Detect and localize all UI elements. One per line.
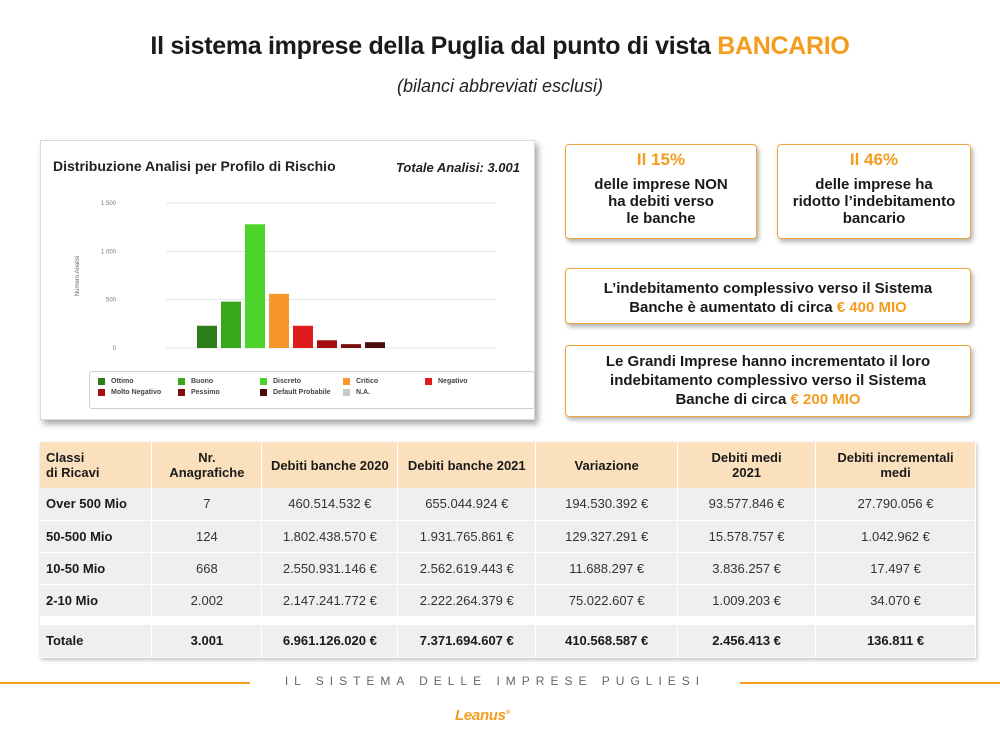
header-debiti-incrementali	[816, 442, 976, 488]
legend-label: Discreto	[273, 378, 302, 385]
legend-swatch	[343, 378, 350, 385]
table-row	[40, 520, 976, 552]
callout-2-line-3: bancario	[842, 210, 906, 227]
callout-2-line-1: delle imprese ha	[815, 176, 933, 193]
cell-nr: 124	[152, 520, 262, 552]
spacer-cell	[40, 616, 976, 624]
cell-var: 129.327.291 €	[536, 520, 678, 552]
legend-item	[260, 389, 331, 396]
cell-medi: 93.577.846 €	[678, 488, 816, 520]
callout-1-percent: Il 15%	[636, 150, 686, 169]
cell-incr: 17.497 €	[816, 552, 976, 584]
title-main: Il sistema imprese della Puglia dal punto di vista	[150, 32, 711, 60]
legend-item	[178, 389, 220, 396]
header-debiti-2021	[398, 442, 536, 488]
callout-1-line-1	[566, 176, 756, 193]
cell-d2020: 1.802.438.570 €	[262, 520, 398, 552]
table-spacer	[40, 616, 976, 624]
cell-nr: 2.002	[152, 584, 262, 616]
total-d2021: 7.371.694.607 €	[398, 624, 536, 657]
risk-chart-panel	[40, 140, 535, 420]
legend-item	[425, 378, 468, 385]
header-text: di Ricavi	[46, 465, 100, 480]
header-text: 2021	[732, 465, 762, 480]
table-total-row	[40, 624, 976, 657]
header-classi	[40, 442, 152, 488]
legend-item	[260, 378, 301, 385]
debt-table-wrapper	[40, 442, 976, 658]
header-text: Debiti medi	[711, 450, 782, 465]
bar-discreto	[245, 224, 265, 348]
header-text: Debiti incrementali	[837, 450, 954, 465]
callout-no-bank-debt	[565, 144, 757, 239]
legend-item	[98, 389, 161, 396]
callout-reduced-debt	[777, 144, 971, 239]
header-debiti-medi	[678, 442, 816, 488]
callout-2-percent: Il 46%	[849, 150, 899, 169]
chart-title: Distribuzione Analisi per Profilo di Rischio	[53, 158, 336, 174]
cell-label: 10-50 Mio	[40, 552, 152, 584]
callout-4-line-3	[566, 390, 970, 409]
footer-rule-right	[740, 682, 1000, 684]
callout-3-text: Banche è aumentato di circa	[629, 299, 837, 316]
callout-4-line-2: indebitamento complessivo verso il Sistema	[610, 372, 926, 389]
legend-swatch	[343, 389, 350, 396]
callout-4-text-d: incrementato	[790, 353, 886, 370]
callout-4-amount: € 200 MIO	[790, 391, 861, 408]
cell-label: 50-500 Mio	[40, 520, 152, 552]
cell-nr: 668	[152, 552, 262, 584]
header-text: Debiti banche 2021	[407, 457, 526, 473]
table-row	[40, 552, 976, 584]
cell-incr: 27.790.056 €	[816, 488, 976, 520]
header-text: Classi	[46, 450, 85, 465]
callout-large-firms	[565, 345, 971, 417]
legend-label: Critico	[356, 378, 379, 385]
callout-1-emphasis: NON	[694, 176, 728, 193]
y-tick-label: 1.500	[100, 201, 116, 207]
legend-item	[343, 378, 378, 385]
callout-1-text: delle imprese	[594, 176, 695, 193]
legend-swatch	[260, 378, 267, 385]
bar-ottimo	[197, 326, 217, 348]
cell-medi: 15.578.757 €	[678, 520, 816, 552]
chart-total-label: Totale Analisi: 3.001	[395, 160, 520, 175]
cell-medi: 3.836.257 €	[678, 552, 816, 584]
table-body	[40, 488, 976, 657]
callout-4-text-a: Le	[605, 353, 628, 370]
y-tick-label: 500	[105, 297, 116, 304]
callout-1-line-3: le banche	[626, 210, 696, 227]
callout-4-text-c: hanno	[737, 353, 791, 370]
total-medi: 2.456.413 €	[678, 624, 816, 657]
legend-swatch	[178, 378, 185, 385]
leanus-logo	[455, 707, 510, 724]
callout-total-debt-increase	[565, 268, 971, 324]
legend-label: N.A.	[356, 389, 370, 396]
callout-3-amount: € 400 MIO	[836, 299, 907, 316]
callout-4-line-1	[566, 352, 970, 371]
cell-var: 11.688.297 €	[536, 552, 678, 584]
cell-d2021: 1.931.765.861 €	[398, 520, 536, 552]
table-row	[40, 584, 976, 616]
cell-label: 2-10 Mio	[40, 584, 152, 616]
legend-label: Ottimo	[111, 378, 134, 385]
footer-rule-left	[0, 682, 250, 684]
bar-pessimo	[341, 344, 361, 348]
cell-incr: 1.042.962 €	[816, 520, 976, 552]
bar-default-probabile	[365, 342, 385, 348]
cell-var: 194.530.392 €	[536, 488, 678, 520]
header-debiti-2020	[262, 442, 398, 488]
bar-negativo	[293, 326, 313, 348]
header-text: medi	[880, 465, 911, 480]
bar-molto-negativo	[317, 340, 337, 348]
cell-medi: 1.009.203 €	[678, 584, 816, 616]
legend-label: Buono	[191, 378, 214, 385]
callout-4-text-e: il loro	[885, 353, 931, 370]
header-text: Variazione	[574, 457, 639, 473]
footer-text: IL SISTEMA DELLE IMPRESE PUGLIESI	[284, 674, 706, 688]
chart-legend	[89, 371, 535, 409]
header-anagrafiche	[152, 442, 262, 488]
cell-nr: 7	[152, 488, 262, 520]
cell-label: Over 500 Mio	[40, 488, 152, 520]
cell-d2020: 2.147.241.772 €	[262, 584, 398, 616]
total-nr: 3.001	[152, 624, 262, 657]
legend-label: Negativo	[438, 378, 468, 385]
legend-label: Molto Negativo	[111, 389, 162, 396]
cell-d2020: 2.550.931.146 €	[262, 552, 398, 584]
legend-swatch	[425, 378, 432, 385]
y-axis-label: Numero Analisi	[75, 255, 81, 297]
page-subtitle: (bilanci abbreviati esclusi)	[396, 76, 604, 96]
header-text: Debiti banche 2020	[270, 457, 389, 473]
title-accent: BANCARIO	[717, 32, 850, 60]
callout-1-line-2: ha debiti verso	[608, 193, 714, 210]
legend-swatch	[178, 389, 185, 396]
total-label: Totale	[40, 624, 152, 657]
legend-item	[98, 378, 134, 385]
cell-incr: 34.070 €	[816, 584, 976, 616]
callout-2-line-2: ridotto l’indebitamento	[792, 193, 956, 210]
page-title	[0, 32, 1000, 61]
table-row	[40, 488, 976, 520]
cell-d2020: 460.514.532 €	[262, 488, 398, 520]
table-header-row	[40, 442, 976, 488]
debt-table	[40, 442, 976, 658]
bar-buono	[221, 302, 241, 348]
legend-label: Default Probabile	[273, 389, 331, 396]
callout-3-line-2	[566, 298, 970, 317]
logo-text: Leanus	[455, 707, 506, 724]
y-tick-label: 1.000	[100, 249, 116, 256]
header-text: Anagrafiche	[169, 465, 245, 480]
cell-d2021: 2.222.264.379 €	[398, 584, 536, 616]
callout-4-text-b: Grandi Imprese	[627, 353, 738, 370]
total-incr: 136.811 €	[816, 624, 976, 657]
total-d2020: 6.961.126.020 €	[262, 624, 398, 657]
callout-3-line-1: L’indebitamento complessivo verso il Sistema	[603, 280, 933, 297]
header-variazione	[536, 442, 678, 488]
cell-d2021: 2.562.619.443 €	[398, 552, 536, 584]
cell-d2021: 655.044.924 €	[398, 488, 536, 520]
legend-item	[178, 378, 213, 385]
logo-mark: ®	[505, 710, 510, 716]
header-text: Nr.	[198, 450, 216, 465]
callout-4-text: Banche di circa	[675, 391, 791, 408]
cell-var: 75.022.607 €	[536, 584, 678, 616]
y-tick-label: 0	[112, 346, 116, 352]
legend-label: Pessimo	[191, 389, 220, 396]
legend-swatch	[98, 378, 105, 385]
total-var: 410.568.587 €	[536, 624, 678, 657]
legend-swatch	[260, 389, 267, 396]
bar-critico	[269, 294, 289, 348]
legend-swatch	[98, 389, 105, 396]
legend-item	[343, 389, 370, 396]
